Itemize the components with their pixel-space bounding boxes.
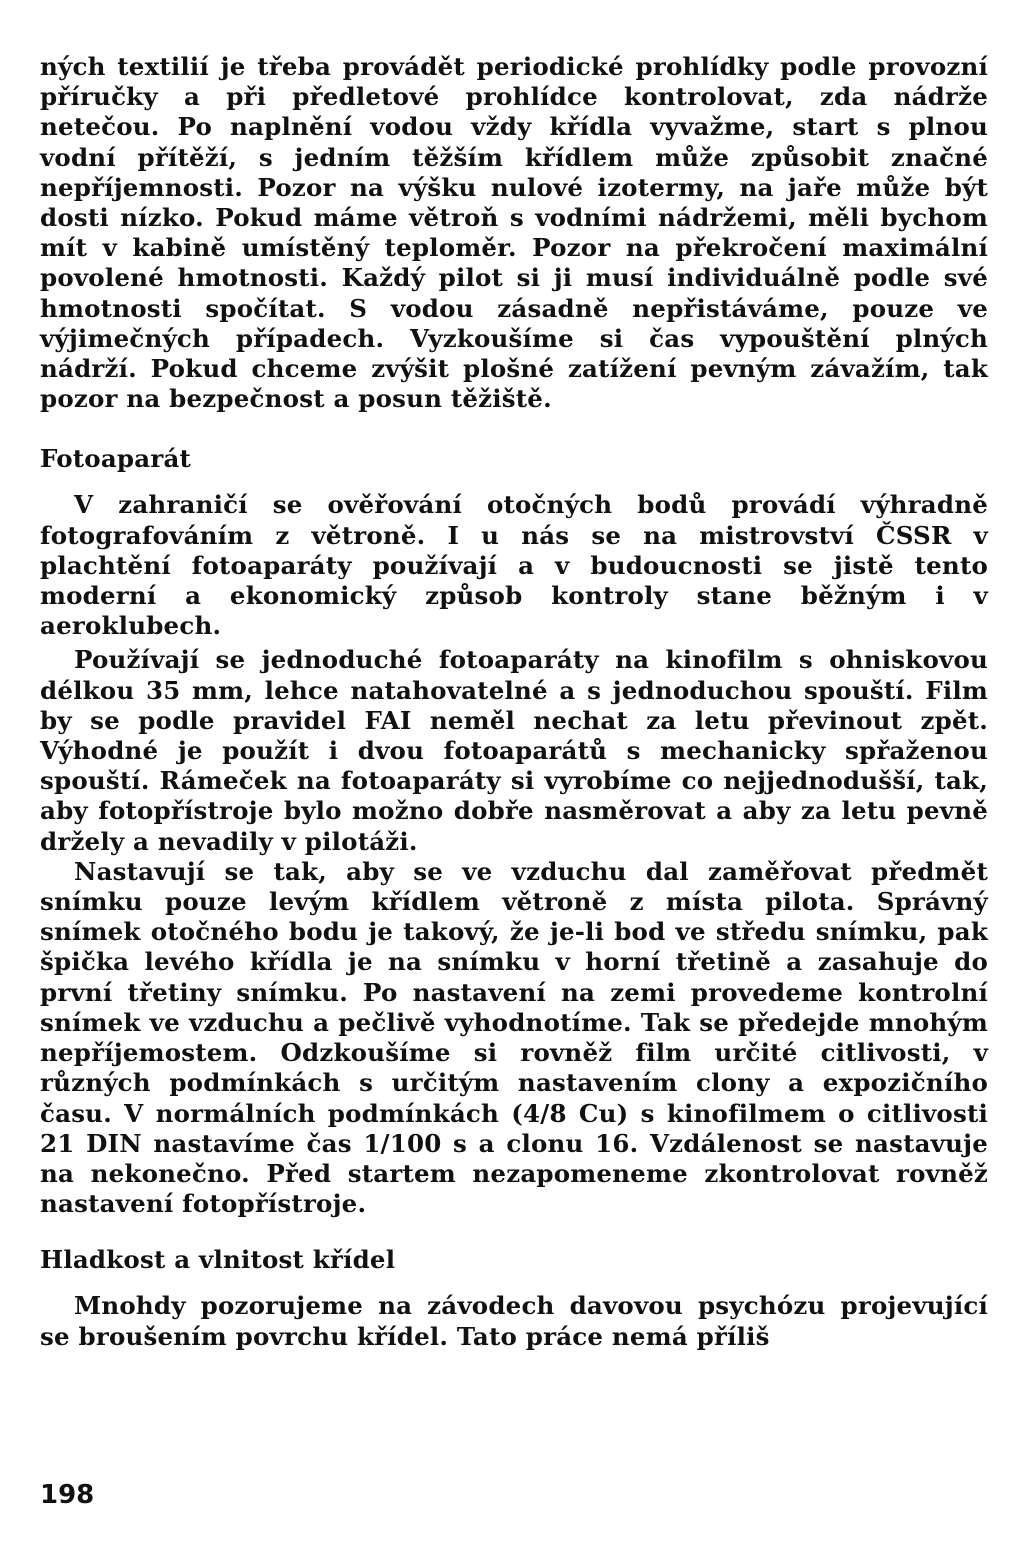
section-title-fotoaparat: Fotoaparát [40, 444, 192, 474]
fotoaparat-paragraph-2: Používají se jednoduché fotoaparáty na kinofilm s ohniskovou délkou 35 mm, lehce natahovatelné a s jednoduchou spouští. Film by se podle pravidel FAI neměl nechat za letu převinout zpět. Výhodné je použít i dvou fotoaparátů s mechanicky spřaženou spouští. Rámeček na fotoaparáty si vyrobíme co nejjednodušší, tak, aby fotopřístroje bylo možno dobře nasměrovat a aby za letu pevně držely a nevadily v pilotáži. [40, 645, 988, 856]
fotoaparat-paragraph-1: V zahraničí se ověřování otočných bodů provádí výhradně fotografováním z větroně. I u nás se na mistrovství ČSSR v plachtění fotoaparáty používají a v budoucnosti se jistě tento moderní a ekonomický způsob kontroly stane běžným i v aeroklubech. [40, 490, 988, 641]
section-title-hladkost: Hladkost a vlnitost křídel [40, 1245, 396, 1275]
hladkost-paragraph-1: Mnohdy pozorujeme na závodech davovou psychózu projevující se broušením povrchu křídel. Tato práce nemá příliš [40, 1291, 988, 1351]
fotoaparat-paragraph-3: Nastavují se tak, aby se ve vzduchu dal zaměřovat předmět snímku pouze levým křídlem větroně z místa pilota. Správný snímek otočného bodu je takový, že je-li bod ve středu snímku, pak špička levého křídla je na snímku v horní třetině a zasahuje do první třetiny snímku. Po nastavení na zemi provedeme kontrolní snímek ve vzduchu a pečlivě vyhodnotíme. Tak se předejde mnohým nepříjemostem. Odzkoušíme si rovněž film určité citlivosti, v různých podmínkách s určitým nastavením clony a expozičního času. V normálních podmínkách (4/8 Cu) s kinofilmem o citlivosti 21 DIN nastavíme čas 1/100 s a clonu 16. Vzdálenost se nastavuje na nekonečno. Před startem nezapomeneme zkontrolovat rovněž nastavení fotopřístroje. [40, 856, 988, 1219]
intro-paragraph: ných textilií je třeba provádět periodické prohlídky podle provozní příručky a při předletové prohlídce kontrolovat, zda nádrže netečou. Po naplnění vodou vždy křídla vyvažme, start s plnou vodní přítěží, s jedním těžším křídlem může způsobit značné nepříjemnosti. Pozor na výšku nulové izotermy, na jaře může být dosti nízko. Pokud máme větroň s vodními nádržemi, měli bychom mít v kabině umístěný teploměr. Pozor na překročení maximální povolené hmotnosti. Každý pilot si ji musí individuálně podle své hmotnosti spočítat. S vodou zásadně nepřistáváme, pouze ve výjimečných případech. Vyzkoušíme si čas vypouštění plných nádrží. Pokud chceme zvýšit plošné zatížení pevným závažím, tak pozor na bezpečnost a posun těžiště. [40, 52, 988, 414]
document-page [40, 52, 988, 1352]
page-number: 198 [40, 1480, 95, 1510]
